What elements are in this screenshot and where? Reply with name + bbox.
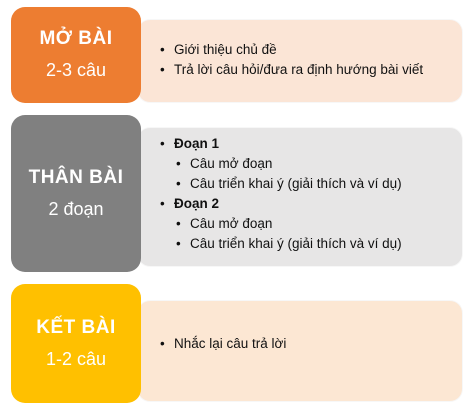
list-item: • Trả lời câu hỏi/đưa ra định hướng bài viết <box>160 60 462 80</box>
section-mo-bai <box>0 0 474 108</box>
list-item: • Câu mở đoạn <box>176 214 462 234</box>
ket-bai-title: KẾT BÀI <box>36 316 116 338</box>
list-item: • Câu triển khai ý (giải thích và ví dụ) <box>176 174 462 194</box>
doan-2-heading: Đoạn 2 <box>174 196 220 211</box>
list-item: • Câu mở đoạn <box>176 154 462 174</box>
ket-bai-subtitle: 1-2 câu <box>45 348 107 369</box>
ket-bai-label-box <box>11 284 141 403</box>
section-than-bai <box>0 112 474 272</box>
mo-bai-bullet-list <box>160 40 462 80</box>
list-item: • Nhắc lại câu trả lời <box>160 334 462 354</box>
list-item: • Câu triển khai ý (giải thích và ví dụ) <box>176 234 462 254</box>
mo-bai-label-box <box>11 7 141 103</box>
mo-bai-title: MỞ BÀI <box>39 28 113 50</box>
mo-bai-subtitle: 2-3 câu <box>45 60 107 81</box>
ket-bai-bullet-list <box>160 334 462 354</box>
paragraph-heading <box>160 194 462 214</box>
section-ket-bai <box>0 280 474 412</box>
than-bai-label-box <box>11 115 141 272</box>
paragraph-heading <box>160 134 462 154</box>
than-bai-title: THÂN BÀI <box>28 166 124 188</box>
list-item: • Giới thiệu chủ đề <box>160 40 462 60</box>
doan-1-heading: Đoạn 1 <box>174 136 220 151</box>
than-bai-bullet-list <box>160 134 462 254</box>
than-bai-subtitle: 2 đoạn <box>48 198 104 219</box>
